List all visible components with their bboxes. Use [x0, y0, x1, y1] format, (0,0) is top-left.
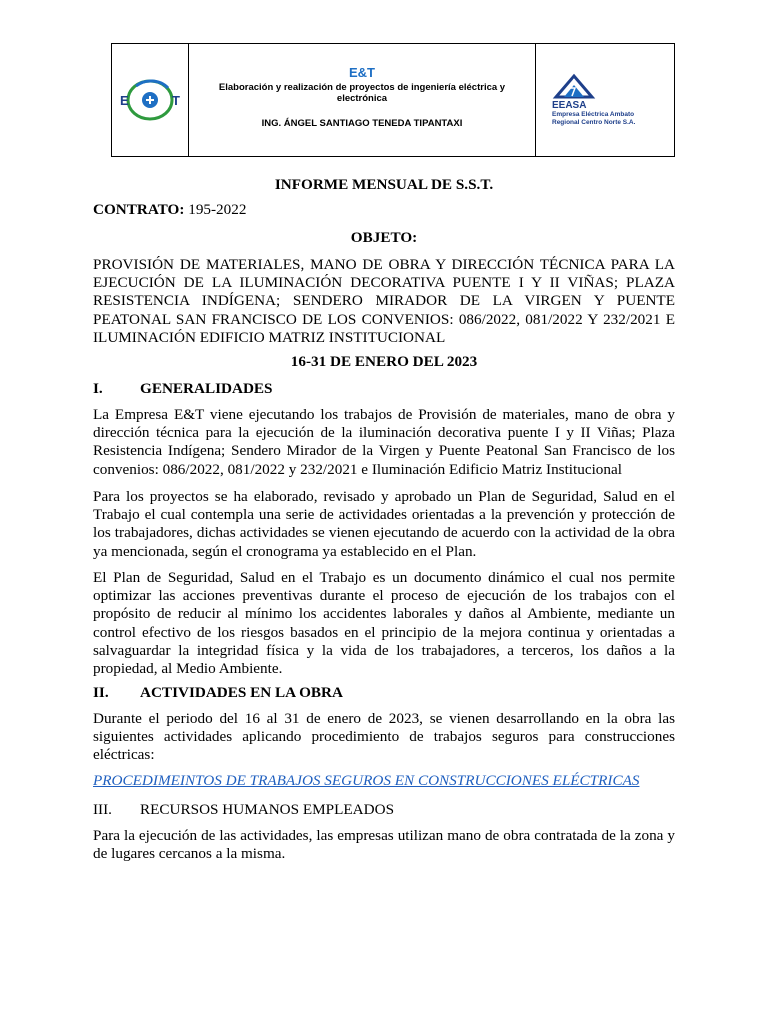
section-title: RECURSOS HUMANOS EMPLEADOS — [140, 801, 395, 818]
paragraph-recursos: Para la ejecución de las actividades, las empresas utilizan mano de obra contratada de la zona y de lugares cercanos a la misma. — [93, 827, 675, 863]
section-number: III. — [93, 801, 112, 818]
eeasa-name: EEASA — [552, 100, 587, 111]
section-number: II. — [93, 684, 109, 701]
et-logo-icon — [118, 78, 182, 122]
paragraph-generalidades-3: El Plan de Seguridad, Salud en el Trabajo es un documento dinámico el cual nos permite optimizar las acciones preventivas durante el proceso de ejecución de los trabajos con el propósito de reducir al mínimo los accidentes laborales y daños al Ambiente, mediante un control efectivo de los riesgos basados en el principio de la mejora continua y orientadas a salvaguardar la integridad física y la vida de los trabajadores, a terceros, los daños a la propiedad, al Medio Ambiente. — [93, 569, 675, 678]
paragraph-generalidades-2: Para los proyectos se ha elaborado, revisado y aprobado un Plan de Seguridad, Salud en el Trabajo el cual contempla una serie de actividades orientadas a la prevención y protección de los trabajadores, dichas actividades se vienen ejecutando de acuerdo con la actividad de la obra ya mencionada, según el cronograma ya establecido en el Plan. — [93, 488, 675, 560]
eeasa-subtitle-2: Regional Centro Norte S.A. — [552, 119, 636, 126]
letterhead-center — [189, 44, 536, 156]
contract-label: CONTRATO: — [93, 201, 185, 218]
contract-line — [93, 201, 675, 219]
right-logo-cell — [536, 44, 674, 156]
objeto-text: PROVISIÓN DE MATERIALES, MANO DE OBRA Y DIRECCIÓN TÉCNICA PARA LA EJECUCIÓN DE LA ILUMINACIÓN DECORATIVA PUENTE I Y II VIÑAS; PLAZA RESISTENCIA INDÍGENA; SENDERO MIRADOR DE LA VIRGEN Y PUENTE PEATONAL SAN FRANCISCO DE LOS CONVENIOS: 086/2022, 081/2022 Y 232/2021 E ILUMINACIÓN EDIFICIO MATRIZ INSTITUCIONAL — [93, 256, 675, 346]
engineer-name: ING. ÁNGEL SANTIAGO TENEDA TIPANTAXI — [261, 118, 463, 129]
left-logo-cell — [112, 44, 189, 156]
contract-value: 195-2022 — [188, 201, 247, 218]
company-description: Elaboración y realización de proyectos de ingeniería eléctrica y electrónica — [218, 82, 506, 104]
section-heading-recursos — [93, 801, 675, 819]
report-period: 16-31 DE ENERO DEL 2023 — [290, 353, 478, 370]
section-heading-actividades — [93, 684, 675, 702]
section-number: I. — [93, 380, 103, 397]
section-title: ACTIVIDADES EN LA OBRA — [140, 684, 343, 701]
svg-text:E: E — [120, 93, 129, 108]
eeasa-subtitle-1: Empresa Eléctrica Ambato — [552, 111, 635, 118]
objeto-heading: OBJETO: — [350, 229, 418, 246]
procedures-link-line — [93, 772, 675, 790]
svg-text:T: T — [172, 93, 180, 108]
paragraph-actividades: Durante el periodo del 16 al 31 de enero de 2023, se vienen desarrollando en la obra las siguientes actividades aplicando procedimiento de trabajos seguros para construcciones eléctricas: — [93, 710, 675, 764]
eeasa-logo-icon — [552, 73, 596, 99]
section-title: GENERALIDADES — [140, 380, 273, 397]
report-title: INFORME MENSUAL DE S.S.T. — [274, 176, 494, 193]
paragraph-generalidades-1: La Empresa E&T viene ejecutando los trabajos de Provisión de materiales, mano de obra y dirección técnica para la ejecución de la iluminación decorativa puente I y II Viñas; Plaza Resistencia Indígena; Sendero Mirador de la Virgen y Puente Peatonal San Francisco de los convenios: 086/2022, 081/2022 y 232/2021 e Iluminación Edificio Matriz Institucional — [93, 406, 675, 478]
letterhead-table — [111, 43, 675, 157]
section-heading-generalidades — [93, 380, 675, 398]
procedures-link[interactable]: PROCEDIMEINTOS DE TRABAJOS SEGUROS EN CONSTRUCCIONES ELÉCTRICAS — [93, 772, 640, 789]
brand-name: E&T — [349, 65, 375, 80]
